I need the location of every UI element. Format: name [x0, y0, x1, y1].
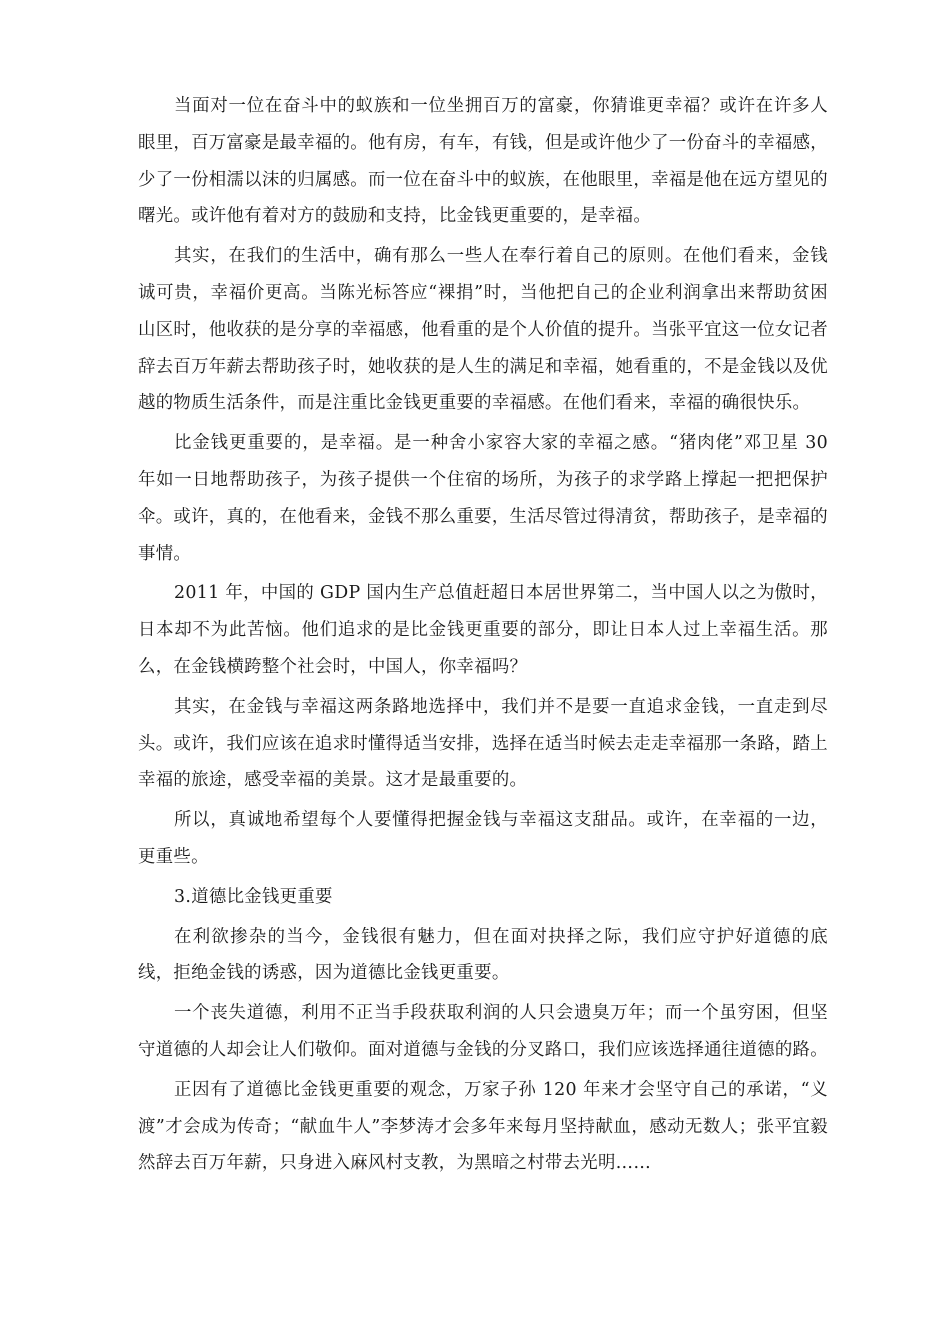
- section-heading: 3.道德比金钱更重要: [174, 886, 333, 907]
- paragraph: 2011 年，中国的 GDP 国内生产总值赶超日本居世界第二，当中国人以之为傲时，日本却不为此苦恼。他们追求的是比金钱更重要的部分，即让日本人过上幸福生活。那么，在金钱横跨整个社会时，中国人，你幸福吗？: [138, 583, 828, 677]
- document-body: [138, 88, 828, 1185]
- paragraph: 正因有了道德比金钱更重要的观念，万家子孙 120 年来才会坚守自己的承诺，“义渡”才会成为传奇；“献血牛人”李梦涛才会多年来每月坚持献血，感动无数人；张平宜毅然辞去百万年薪，只身进入麻风村支教，为黑暗之村带去光明……: [138, 1079, 828, 1174]
- paragraph: 一个丧失道德，利用不正当手段获取利润的人只会遗臭万年；而一个虽穷困，但坚守道德的人却会让人们敬仰。面对道德与金钱的分叉路口，我们应该选择通往道德的路。: [138, 1003, 828, 1060]
- paragraph: 比金钱更重要的，是幸福。是一种舍小家容大家的幸福之感。“猪肉佬”邓卫星 30 年如一日地帮助孩子，为孩子提供一个住宿的场所，为孩子的求学路上撑起一把把保护伞。或许，真的，在他看来，金钱不那么重要，生活尽管过得清贫，帮助孩子，是幸福的事情。: [138, 433, 828, 564]
- paragraph: 在利欲掺杂的当今，金钱很有魅力，但在面对抉择之际，我们应守护好道德的底线，拒绝金钱的诱惑，因为道德比金钱更重要。: [138, 926, 828, 984]
- paragraph: 其实，在我们的生活中，确有那么一些人在奉行着自己的原则。在他们看来，金钱诚可贵，幸福价更高。当陈光标答应“裸捐”时，当他把自己的企业利润拿出来帮助贫困山区时，他收获的是分享的幸福感，他看重的是个人价值的提升。当张平宜这一位女记者辞去百万年薪去帮助孩子时，她收获的是人生的满足和幸福，她看重的，不是金钱以及优越的物质生活条件，而是注重比金钱更重要的幸福感。在他们看来，幸福的确很快乐。: [138, 246, 828, 414]
- paragraph: 所以，真诚地希望每个人要懂得把握金钱与幸福这支甜品。或许，在幸福的一边，更重些。: [138, 810, 828, 867]
- paragraph: 当面对一位在奋斗中的蚁族和一位坐拥百万的富豪，你猜谁更幸福？或许在许多人眼里，百万富豪是最幸福的。他有房，有车，有钱，但是或许他少了一份奋斗的幸福感，少了一份相濡以沫的归属感。而一位在奋斗中的蚁族，在他眼里，幸福是他在远方望见的曙光。或许他有着对方的鼓励和支持，比金钱更重要的，是幸福。: [138, 96, 828, 227]
- paragraph: 其实，在金钱与幸福这两条路地选择中，我们并不是要一直追求金钱，一直走到尽头。或许，我们应该在追求时懂得适当安排，选择在适当时候去走走幸福那一条路，踏上幸福的旅途，感受幸福的美景。这才是最重要的。: [138, 696, 828, 791]
